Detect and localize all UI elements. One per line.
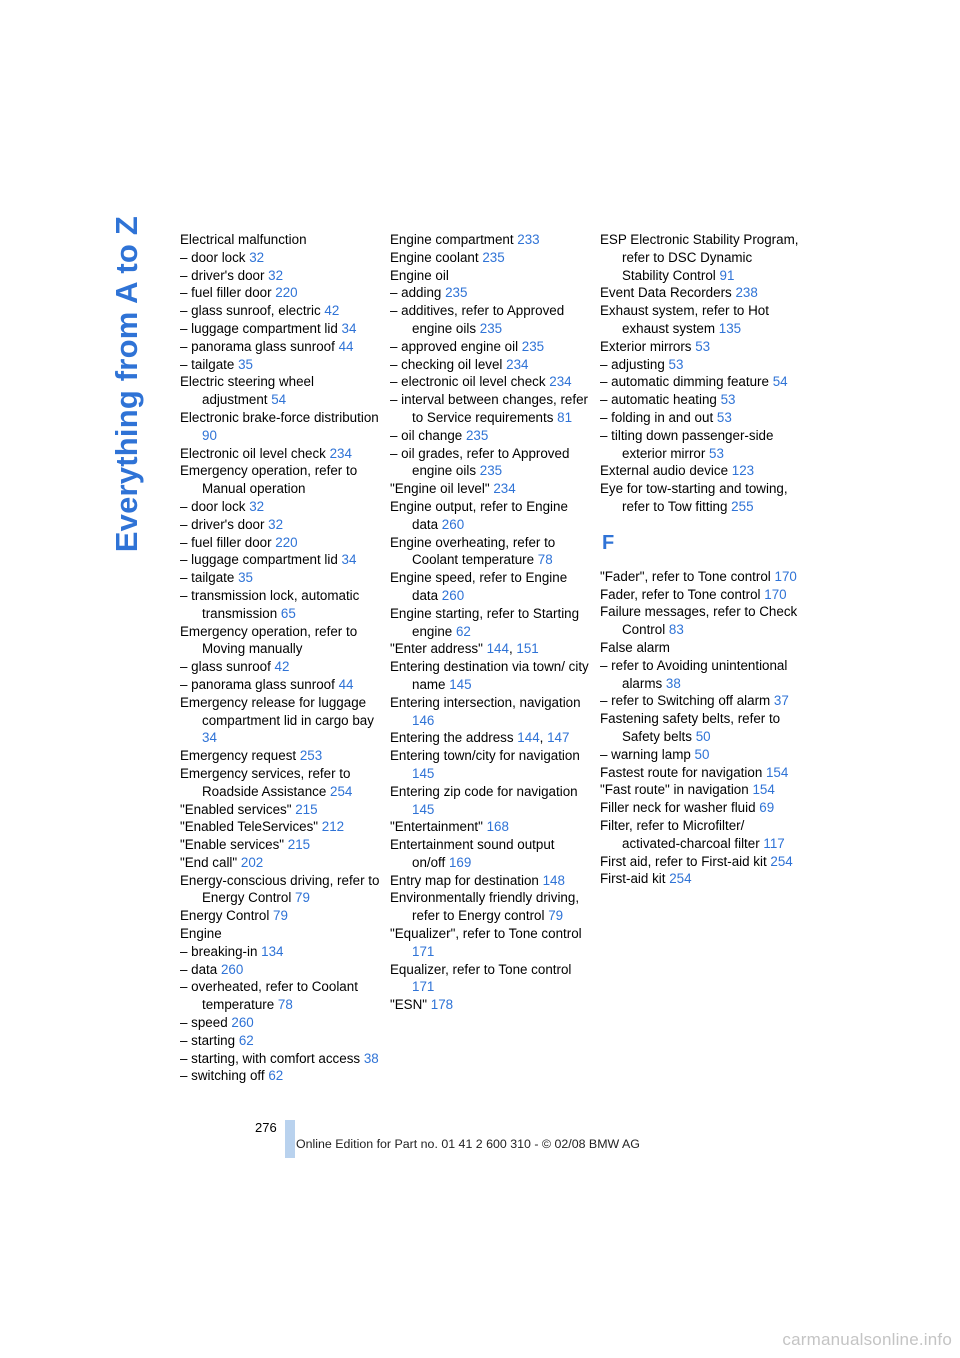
index-entry xyxy=(180,676,380,694)
index-entry-text: – oil change xyxy=(390,427,466,443)
index-entry xyxy=(390,267,590,285)
index-entry xyxy=(180,872,380,908)
index-entry-text: – tailgate xyxy=(180,356,239,372)
section-letter-heading: F xyxy=(602,531,615,554)
index-entry xyxy=(600,284,800,302)
index-entry xyxy=(390,302,590,338)
page-link[interactable]: 78 xyxy=(537,552,553,568)
page-link[interactable]: 253 xyxy=(299,748,323,764)
page-link[interactable]: 34 xyxy=(202,730,217,746)
index-entry xyxy=(600,409,800,427)
index-entry-text: – glass sunroof xyxy=(180,659,275,675)
index-entry xyxy=(180,231,380,249)
index-entry xyxy=(390,534,590,570)
index-entry xyxy=(390,658,590,694)
index-entry xyxy=(180,658,380,676)
index-entry-text: Entertainment sound output on/off xyxy=(390,837,555,870)
index-entry-text: – speed xyxy=(180,1015,232,1031)
index-entry xyxy=(390,889,590,925)
index-entry xyxy=(390,925,590,961)
index-entry-text: Entering zip code for navigation xyxy=(390,783,578,799)
page-link[interactable]: 260 xyxy=(441,516,465,532)
page-link[interactable]: 38 xyxy=(665,675,681,691)
page-link[interactable]: 147 xyxy=(547,730,570,746)
index-entry-text: Fastest route for navigation xyxy=(600,764,766,780)
page-link[interactable]: 53 xyxy=(668,356,684,372)
index-entry-text: – electronic oil level check xyxy=(390,374,550,390)
index-entry xyxy=(600,231,800,284)
index-entry-text: Entry map for destination xyxy=(390,872,543,888)
page-link[interactable]: 62 xyxy=(268,1068,284,1084)
index-entry xyxy=(600,870,800,888)
index-entry xyxy=(180,284,380,302)
index-entry-text: – data xyxy=(180,961,221,977)
index-entry xyxy=(180,569,380,587)
page-link[interactable]: 220 xyxy=(275,534,298,550)
index-entry-text: "Fader", refer to Tone control xyxy=(600,568,775,584)
page-link[interactable]: 170 xyxy=(774,568,797,584)
page-link[interactable]: 91 xyxy=(719,267,735,283)
index-entry xyxy=(600,568,800,586)
index-entry xyxy=(180,623,380,659)
index-entry xyxy=(180,267,380,285)
index-entry-text: – folding in and out xyxy=(600,409,717,425)
side-title-text: Everything from A to Z xyxy=(109,215,144,552)
index-entry-text: Environmentally friendly driving, refer to Energy control xyxy=(390,890,580,924)
index-entry-text: – oil grades, refer to Approved engine oils xyxy=(390,445,570,479)
index-entry xyxy=(180,961,380,979)
page-link[interactable]: 254 xyxy=(770,853,793,869)
page-link[interactable]: 234 xyxy=(549,374,572,390)
page-link[interactable]: 169 xyxy=(448,854,472,870)
page-link[interactable]: 53 xyxy=(720,392,736,408)
index-entry xyxy=(600,373,800,391)
index-column-3 xyxy=(600,231,800,888)
footer-bar xyxy=(285,1120,295,1158)
index-entry xyxy=(390,836,590,872)
index-entry xyxy=(390,747,590,783)
page-link[interactable]: 35 xyxy=(238,356,253,372)
index-entry-text: "Enabled TeleServices" xyxy=(180,819,322,835)
index-entry-text: – refer to Avoiding unintentional alarms xyxy=(600,657,788,691)
index-entry-text: Fader, refer to Tone control xyxy=(600,586,765,602)
index-entry xyxy=(180,818,380,836)
page-link[interactable]: 146 xyxy=(412,712,435,728)
page-link[interactable]: 34 xyxy=(341,552,357,568)
index-entry xyxy=(600,853,800,871)
index-entry-text: – transmission lock, automatic transmission xyxy=(180,587,360,621)
index-entry-text: – panorama glass sunroof xyxy=(180,338,339,354)
index-entry xyxy=(180,1067,380,1085)
page-link[interactable]: 235 xyxy=(479,463,503,479)
page-link[interactable]: 79 xyxy=(295,890,310,906)
index-entry-text: Emergency services, refer to Roadside Assistance xyxy=(180,765,351,799)
index-entry xyxy=(600,817,800,853)
index-entry xyxy=(600,657,800,693)
index-entry-text: – starting, with comfort access xyxy=(180,1050,364,1066)
index-entry xyxy=(600,427,800,463)
watermark: carmanualsonline.info xyxy=(782,1330,952,1349)
page-link[interactable]: 53 xyxy=(709,445,724,461)
page-link[interactable]: 235 xyxy=(445,285,468,301)
page-link[interactable]: 35 xyxy=(238,570,253,586)
index-entry xyxy=(600,338,800,356)
index-entry xyxy=(390,391,590,427)
index-entry-text: "Entertainment" xyxy=(390,819,487,835)
index-entry-text: Emergency request xyxy=(180,748,300,764)
index-entry xyxy=(390,640,590,658)
page-link[interactable]: 220 xyxy=(275,285,298,301)
page-link[interactable]: 117 xyxy=(763,835,785,851)
index-entry-text: Engine oil xyxy=(390,267,449,283)
page-link[interactable]: 255 xyxy=(731,498,754,514)
index-entry xyxy=(600,586,800,604)
index-entry xyxy=(180,587,380,623)
index-entry-text: Entering intersection, navigation xyxy=(390,694,581,710)
index-entry xyxy=(180,836,380,854)
page-link[interactable]: 50 xyxy=(695,728,711,744)
index-entry-text: "Fast route" in navigation xyxy=(600,782,753,798)
index-entry xyxy=(390,498,590,534)
page-link[interactable]: 79 xyxy=(548,908,564,924)
index-entry xyxy=(390,605,590,641)
page-link[interactable]: 37 xyxy=(773,693,789,709)
index-entry-text: – fuel filler door xyxy=(180,534,276,550)
index-entry-text: "Enabled services" xyxy=(180,801,296,817)
index-entry-text: – additives, refer to Approved engine oils xyxy=(390,303,565,336)
page-separator: , xyxy=(508,641,517,657)
index-entry-text: Eye for tow-starting and towing, refer to Tow fitting xyxy=(600,481,788,514)
page-link[interactable]: 54 xyxy=(772,374,788,390)
index-entry-text: Emergency operation, refer to Moving manually xyxy=(180,623,358,657)
page-link[interactable]: 235 xyxy=(521,338,545,354)
index-entry xyxy=(180,694,380,747)
index-entry xyxy=(180,516,380,534)
index-entry-text: – luggage compartment lid xyxy=(180,552,342,568)
page-link[interactable]: 145 xyxy=(412,801,435,817)
page-link[interactable]: 134 xyxy=(261,943,284,959)
page-link[interactable]: 42 xyxy=(274,659,290,675)
index-entry xyxy=(180,338,380,356)
page-link[interactable]: 235 xyxy=(479,320,503,336)
index-entry xyxy=(600,710,800,746)
index-entry-text: – overheated, refer to Coolant temperature xyxy=(180,979,358,1013)
index-entry-text: – automatic dimming feature xyxy=(600,374,773,390)
index-entry xyxy=(600,692,800,710)
section-side-title xyxy=(102,215,152,552)
page-link[interactable]: 233 xyxy=(517,232,540,247)
index-entry xyxy=(600,764,800,782)
index-entry-text: Engine starting, refer to Starting engine xyxy=(390,605,580,639)
index-entry-text: – starting xyxy=(180,1032,239,1048)
index-entry xyxy=(390,284,590,302)
index-entry-text: – tilting down passenger-side exterior mirror xyxy=(600,427,774,461)
page-link[interactable]: 234 xyxy=(493,481,516,497)
index-entry-text: Entering destination via town/ city name xyxy=(390,659,589,692)
page-link[interactable]: 32 xyxy=(249,498,265,514)
index-entry xyxy=(180,978,380,1014)
page-link[interactable]: 148 xyxy=(542,872,565,888)
index-entry-text: "Equalizer", refer to Tone control xyxy=(390,926,582,942)
page-link[interactable]: 83 xyxy=(668,622,684,638)
page-link[interactable]: 168 xyxy=(486,819,509,835)
index-entry-text: "Enter address" xyxy=(390,641,487,657)
index-entry xyxy=(180,498,380,516)
index-entry-text: Electronic oil level check xyxy=(180,445,330,461)
index-entry-text: Energy-conscious driving, refer to Energy Control xyxy=(180,872,380,906)
index-entry xyxy=(180,356,380,374)
index-entry xyxy=(180,765,380,801)
page-link[interactable]: 69 xyxy=(759,800,775,816)
index-entry xyxy=(390,729,590,747)
page-link[interactable]: 170 xyxy=(764,586,787,602)
page-link[interactable]: 202 xyxy=(240,854,264,870)
page-link[interactable]: 54 xyxy=(271,392,287,408)
index-entry xyxy=(180,943,380,961)
index-entry xyxy=(390,231,590,249)
page-link[interactable]: 260 xyxy=(231,1015,254,1031)
index-entry xyxy=(180,907,380,925)
index-entry-text: Entering town/city for navigation xyxy=(390,748,580,764)
index-entry-text: Event Data Recorders xyxy=(600,285,736,301)
index-entry-text: First-aid kit xyxy=(600,871,670,887)
index-entry-text: "ESN" xyxy=(390,997,431,1013)
page-link[interactable]: 81 xyxy=(557,409,573,425)
index-entry-text: – adjusting xyxy=(600,356,669,372)
page-link[interactable]: 53 xyxy=(695,338,711,354)
index-entry-text: "Engine oil level" xyxy=(390,481,494,497)
page-link[interactable]: 32 xyxy=(268,516,284,532)
page-link[interactable]: 78 xyxy=(277,997,293,1013)
index-entry-text: Exterior mirrors xyxy=(600,338,696,354)
page-link[interactable]: 215 xyxy=(295,801,318,817)
page-link[interactable]: 42 xyxy=(324,303,340,319)
index-entry-text: – panorama glass sunroof xyxy=(180,676,339,692)
index-entry xyxy=(180,373,380,409)
index-entry xyxy=(390,445,590,481)
page-link[interactable]: 44 xyxy=(338,676,354,692)
index-entry-text: First aid, refer to First-aid kit xyxy=(600,853,771,869)
index-entry-text: Entering the address xyxy=(390,730,518,746)
index-entry xyxy=(600,799,800,817)
index-entry-text: Filler neck for washer fluid xyxy=(600,800,760,816)
index-entry xyxy=(390,961,590,997)
index-entry-text: – door lock xyxy=(180,498,250,514)
page-link[interactable]: 178 xyxy=(430,997,454,1013)
index-entry xyxy=(180,1032,380,1050)
index-entry-text: Electric steering wheel adjustment xyxy=(180,374,314,408)
index-entry-text: Engine speed, refer to Engine data xyxy=(390,570,568,603)
page-link[interactable]: 50 xyxy=(694,746,710,762)
page-link[interactable]: 123 xyxy=(731,463,755,479)
index-entry xyxy=(390,569,590,605)
index-entry-text: – checking oil level xyxy=(390,356,507,372)
index-entry xyxy=(390,338,590,356)
index-entry-text: Energy Control xyxy=(180,908,274,924)
page-link[interactable]: 254 xyxy=(330,783,353,799)
index-entry-text: Filter, refer to Microfilter/ activated-charcoal filter xyxy=(600,817,764,851)
index-entry-text: False alarm xyxy=(600,639,670,655)
page-link[interactable]: 171 xyxy=(412,943,435,959)
index-entry-text: – switching off xyxy=(180,1068,269,1084)
page-link[interactable]: 144 xyxy=(486,641,509,657)
index-entry-text: Electronic brake-force distribution xyxy=(180,409,379,425)
index-entry-text: – warning lamp xyxy=(600,746,695,762)
index-entry xyxy=(600,603,800,639)
index-entry xyxy=(180,409,380,445)
page-link[interactable]: 238 xyxy=(735,285,758,301)
index-entry-text: – driver's door xyxy=(180,267,269,283)
page-link[interactable]: 34 xyxy=(341,320,357,336)
index-entry-text: – driver's door xyxy=(180,516,269,532)
index-entry-text: – automatic heating xyxy=(600,392,721,408)
index-entry xyxy=(390,480,590,498)
index-entry xyxy=(390,356,590,374)
index-entry-text: ESP Electronic Stability Program, refer to DSC Dynamic Stability Control xyxy=(600,232,799,283)
page-number: 276 xyxy=(255,1120,277,1135)
index-entry xyxy=(180,801,380,819)
index-entry-text: Electrical malfunction xyxy=(180,232,307,247)
index-entry-text: – refer to Switching off alarm xyxy=(600,693,774,709)
index-entry-text: – door lock xyxy=(180,249,250,265)
page-link[interactable]: 212 xyxy=(321,819,345,835)
index-entry xyxy=(600,302,800,338)
index-entry-text: Emergency operation, refer to Manual operation xyxy=(180,463,358,497)
page-link[interactable]: 235 xyxy=(482,249,505,265)
page-link[interactable]: 171 xyxy=(412,979,435,995)
page-link[interactable]: 144 xyxy=(517,730,540,746)
index-entry xyxy=(600,391,800,409)
index-entry xyxy=(390,872,590,890)
index-entry-text: – interval between changes, refer to Service requirements xyxy=(390,392,589,425)
page-link[interactable]: 53 xyxy=(716,409,732,425)
index-entry xyxy=(390,996,590,1014)
index-entry-text: External audio device xyxy=(600,463,732,479)
index-entry-text: Engine coolant xyxy=(390,249,483,265)
page-link[interactable]: 62 xyxy=(238,1032,254,1048)
page-link[interactable]: 154 xyxy=(752,782,775,798)
index-entry xyxy=(180,1014,380,1032)
page-link[interactable]: 234 xyxy=(506,356,529,372)
index-entry xyxy=(180,925,380,943)
page-separator: , xyxy=(539,730,548,746)
index-entry xyxy=(600,639,800,657)
index-entry-text: Engine xyxy=(180,926,222,942)
index-entry-text: Engine output, refer to Engine data xyxy=(390,498,568,532)
page-link[interactable]: 254 xyxy=(669,871,692,887)
index-entry xyxy=(390,818,590,836)
page-link[interactable]: 90 xyxy=(202,427,217,443)
index-entry xyxy=(390,783,590,819)
index-entry-text: "End call" xyxy=(180,854,241,870)
page-link[interactable]: 234 xyxy=(329,445,352,461)
index-entry xyxy=(180,1050,380,1068)
page-link[interactable]: 260 xyxy=(220,961,244,977)
index-entry-text: – tailgate xyxy=(180,570,239,586)
index-entry-text: Failure messages, refer to Check Control xyxy=(600,604,798,638)
index-entry xyxy=(180,320,380,338)
index-entry-text: Emergency release for luggage compartment lid in cargo bay xyxy=(180,694,374,728)
index-entry xyxy=(180,551,380,569)
index-entry xyxy=(390,373,590,391)
page-link[interactable]: 145 xyxy=(449,676,472,692)
index-entry-text: – breaking-in xyxy=(180,943,262,959)
index-entry xyxy=(600,781,800,799)
footer-edition-text: Online Edition for Part no. 01 41 2 600 310 - © 02/08 BMW AG xyxy=(296,1137,640,1151)
index-entry-text: Equalizer, refer to Tone control xyxy=(390,961,572,977)
index-entry xyxy=(600,462,800,480)
index-entry xyxy=(180,854,380,872)
index-entry xyxy=(600,746,800,764)
index-entry xyxy=(600,356,800,374)
index-entry-text: – approved engine oil xyxy=(390,338,522,354)
index-entry xyxy=(600,480,800,516)
index-column-2 xyxy=(390,231,590,1014)
index-entry-text: Engine compartment xyxy=(390,232,518,247)
page-link[interactable]: 135 xyxy=(718,320,742,336)
index-entry xyxy=(180,445,380,463)
page-link[interactable]: 260 xyxy=(441,587,465,603)
index-column-1 xyxy=(180,231,380,1085)
page-link[interactable]: 44 xyxy=(338,338,354,354)
page-link[interactable]: 154 xyxy=(765,764,789,780)
page-link[interactable]: 65 xyxy=(280,605,296,621)
index-entry xyxy=(180,462,380,498)
index-entry-text: Engine overheating, refer to Coolant temperature xyxy=(390,534,556,568)
page-link[interactable]: 151 xyxy=(516,641,539,657)
index-entry xyxy=(180,747,380,765)
index-entry xyxy=(180,302,380,320)
index-entry-text: "Enable services" xyxy=(180,837,288,853)
page-link[interactable]: 215 xyxy=(287,837,311,853)
index-entry-text: – adding xyxy=(390,285,446,301)
index-entry xyxy=(180,534,380,552)
page-link[interactable]: 32 xyxy=(249,249,265,265)
page-link[interactable]: 38 xyxy=(363,1050,379,1066)
page-link[interactable]: 62 xyxy=(455,623,471,639)
index-entry xyxy=(390,249,590,267)
index-entry xyxy=(180,249,380,267)
index-entry-text: – glass sunroof, electric xyxy=(180,303,325,319)
page-link[interactable]: 235 xyxy=(465,427,489,443)
page-link[interactable]: 79 xyxy=(273,908,288,924)
index-entry-text: – fuel filler door xyxy=(180,285,276,301)
index-entry-text: Exhaust system, refer to Hot exhaust system xyxy=(600,303,769,336)
index-entry-text: – luggage compartment lid xyxy=(180,320,342,336)
page-link[interactable]: 32 xyxy=(268,267,284,283)
index-entry-text: Fastening safety belts, refer to Safety belts xyxy=(600,711,781,744)
page-link[interactable]: 145 xyxy=(412,765,435,781)
index-entry xyxy=(390,694,590,730)
index-entry xyxy=(390,427,590,445)
